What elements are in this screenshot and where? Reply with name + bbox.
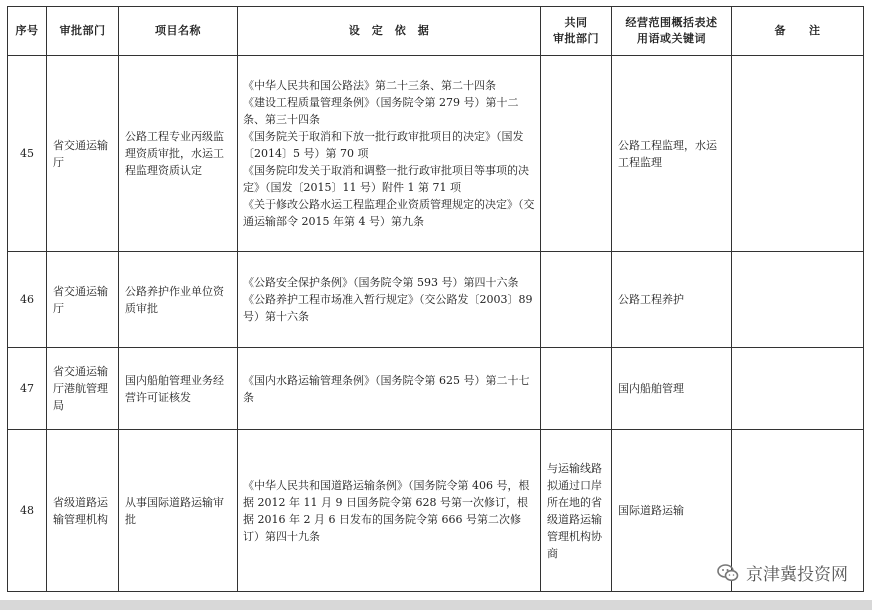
row-dept: 省交通运输厅	[47, 56, 119, 252]
approval-items-table	[7, 6, 864, 592]
watermark-text: 京津冀投资网	[746, 565, 848, 585]
row-basis	[238, 348, 541, 430]
row-remark	[732, 348, 864, 430]
row-seq: 46	[8, 252, 47, 348]
row-joint	[541, 56, 612, 252]
basis-line: 《公路安全保护条例》（国务院令第 593 号）第四十六条	[243, 276, 519, 289]
row-remark	[732, 56, 864, 252]
row-project: 国内船舶管理业务经营许可证核发	[119, 348, 238, 430]
row-basis	[238, 430, 541, 592]
row-scope: 国内船舶管理	[612, 348, 732, 430]
row-basis	[238, 56, 541, 252]
row-joint: 与运输线路拟通过口岸所在地的省级道路运输管理机构协商	[541, 430, 612, 592]
watermark	[716, 560, 848, 585]
basis-line: 《国务院关于取消和下放一批行政审批项目的决定》（国发〔2014〕5 号）第 70 项	[243, 130, 524, 160]
table-row	[8, 56, 864, 252]
header-project: 项目名称	[119, 7, 238, 56]
bottom-edge	[0, 600, 872, 610]
header-basis: 设 定 依 据	[238, 7, 541, 56]
basis-line: 《建设工程质量管理条例》（国务院令第 279 号）第十二条、第三十四条	[243, 96, 519, 126]
row-scope: 公路工程养护	[612, 252, 732, 348]
row-dept: 省交通运输厅港航管理局	[47, 348, 119, 430]
basis-line: 《国务院印发关于取消和调整一批行政审批项目等事项的决定》（国发〔2015〕11 号）附件 1 第 71 项	[243, 164, 529, 194]
row-joint	[541, 348, 612, 430]
row-project: 公路养护作业单位资质审批	[119, 252, 238, 348]
row-dept: 省交通运输厅	[47, 252, 119, 348]
header-dept: 审批部门	[47, 7, 119, 56]
table-row	[8, 348, 864, 430]
basis-line: 《中华人民共和国道路运输条例》（国务院令第 406 号，根据 2012 年 11 月 9 日国务院令第 628 号第一次修订，根据 2016 年 2 月 6 日发布的国务院令第 666 号第二次修订）第四十九条	[243, 478, 530, 543]
basis-line: 《关于修改公路水运工程监理企业资质管理规定的决定》（交通运输部令 2015 年第 4 号）第九条	[243, 198, 535, 228]
basis-line: 《中华人民共和国公路法》第二十三条、第二十四条	[243, 79, 496, 92]
header-remark: 备 注	[732, 7, 864, 56]
header-seq: 序号	[8, 7, 47, 56]
row-dept: 省级道路运输管理机构	[47, 430, 119, 592]
row-seq: 45	[8, 56, 47, 252]
basis-line: 《国内水路运输管理条例》（国务院令第 625 号）第二十七条	[243, 373, 530, 404]
row-scope: 国际道路运输	[612, 430, 732, 592]
row-project: 公路工程专业丙级监理资质审批，水运工程监理资质认定	[119, 56, 238, 252]
wechat-icon	[716, 561, 740, 585]
table-row	[8, 252, 864, 348]
table-header-row	[8, 7, 864, 56]
row-basis	[238, 252, 541, 348]
row-remark	[732, 252, 864, 348]
row-seq: 48	[8, 430, 47, 592]
row-scope: 公路工程监理，水运工程监理	[612, 56, 732, 252]
basis-line: 《公路养护工程市场准入暂行规定》（交公路发〔2003〕89 号）第十六条	[243, 293, 533, 323]
row-seq: 47	[8, 348, 47, 430]
row-project: 从事国际道路运输审批	[119, 430, 238, 592]
header-scope: 经营范围概括表述 用语或关键词	[612, 7, 732, 56]
header-joint: 共同 审批部门	[541, 7, 612, 56]
row-joint	[541, 252, 612, 348]
